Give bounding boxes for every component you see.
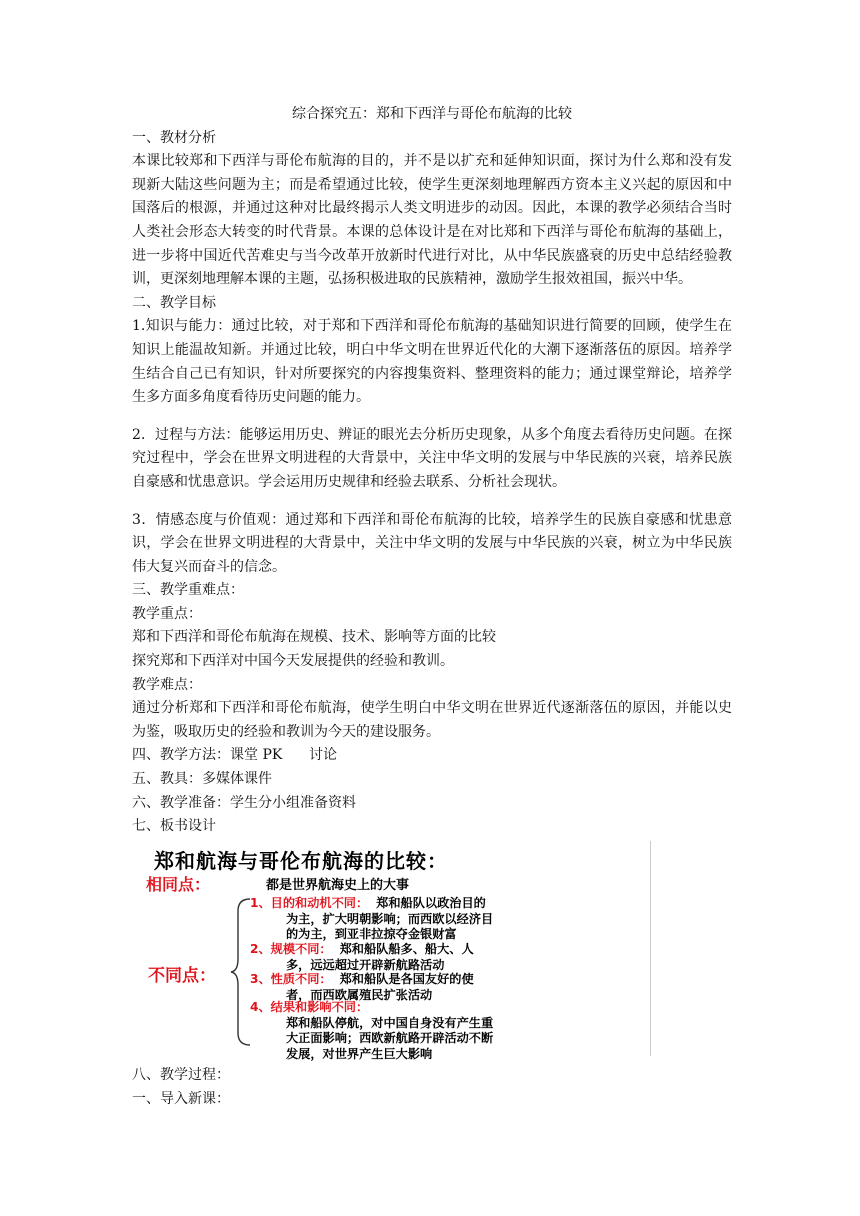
section-heading: 五、教具：多媒体课件 <box>132 771 272 788</box>
item-line: 郑和船队以政治目的 <box>376 896 486 910</box>
item-number: 2、 <box>250 942 271 956</box>
section-heading: 三、教学重难点： <box>132 582 244 599</box>
item-heading: 规模不同： <box>270 942 332 956</box>
section-heading: 一、教材分析 <box>132 129 216 146</box>
document-body <box>132 103 732 839</box>
board-diff-label: 不同点： <box>148 966 216 986</box>
item-line: 为主，扩大明朝影响；而西欧以经济目 <box>286 911 494 926</box>
item-heading: 目的和动机不同： <box>270 896 369 910</box>
paragraph: 3．情感态度与价值观：通过郑和下西洋和哥伦布航海的比较，培养学生的民族自豪感和忧患意识，学会在世界文明进程的大背景中，关注中华文明的发展与中华民族的兴衰，树立为中华民族伟大复兴而奋斗的信念。 <box>132 511 732 575</box>
item-line: 多，远远超过开辟新航路活动 <box>286 957 445 972</box>
section-heading: 二、教学目标 <box>132 294 216 311</box>
item-line: 者，而西欧属殖民扩张活动 <box>286 987 433 1002</box>
document-title: 综合探究五：郑和下西洋与哥伦布航海的比较 <box>292 106 572 122</box>
section-heading: 四、教学方法：课堂 PK 讨论 <box>132 747 338 764</box>
board-item-1 <box>250 896 493 943</box>
section-heading: 六、教学准备：学生分小组准备资料 <box>132 794 356 811</box>
board-title: 郑和航海与哥伦布航海的比较： <box>154 849 448 873</box>
brace-icon <box>230 897 252 1047</box>
paragraph: 1.知识与能力：通过比较，对于郑和下西洋和哥伦布航海的基础知识进行简要的回顾，使学生在知识上能温故知新。并通过比较，明白中华文明在世界近代化的大潮下逐渐落伍的原因。培养学生结合自己已有知识，针对所要探究的内容搜集资料、整理资料的能力；通过课堂辩论，培养学生多方面多角度看待历史问题的能力。 <box>132 318 732 406</box>
item-line: 大正面影响；西欧新航路开辟活动不断 <box>286 1031 494 1045</box>
item-line: 郑和船队船多、船大、人 <box>339 942 474 956</box>
board-same-text: 都是世界航海史上的大事 <box>266 878 410 893</box>
spacer <box>132 410 732 424</box>
item-line: 郑和船队是各国友好的使 <box>339 972 474 986</box>
paragraph: 本课比较郑和下西洋与哥伦布航海的目的，并不是以扩充和延伸知识面，探讨为什么郑和没有发现新大陆这些问题为主；而是希望通过比较，使学生更深刻地理解西方资本主义兴起的原因和中国落后的根源，并通过这种对比最终揭示人类文明进步的动因。因此，本课的教学必须结合当时人类社会形态大转变的时代背景。本课的总体设计是在对比郑和下西洋与哥伦布航海的基础上，进一步将中国近代苦难史与当今改革开放新时代进行对比，从中华民族盛衰的历史中总结经验教训，更深刻地理解本课的主题，弘扬积极进取的民族精神，激励学生报效祖国，振兴中华。 <box>132 153 732 288</box>
board-same-label: 相同点： <box>146 875 211 894</box>
item-line: 郑和船队停航，对中国自身没有产生重 <box>286 1015 494 1030</box>
sub-heading: 教学重点： <box>132 605 202 622</box>
document-body-continued <box>132 1064 732 1111</box>
item-line: 发展，对世界产生巨大影响 <box>286 1046 433 1061</box>
section-heading: 一、导入新课： <box>132 1090 230 1107</box>
item-number: 3、 <box>250 972 271 986</box>
item-number: 4、 <box>250 1000 271 1014</box>
board-item-2 <box>250 942 474 973</box>
board-item-4 <box>250 1000 493 1062</box>
paragraph: 通过分析郑和下西洋和哥伦布航海，使学生明白中华文明在世界近代逐渐落伍的原因，并能以史为鉴，吸取历史的经验和教训为今天的建设服务。 <box>132 700 732 740</box>
section-heading: 八、教学过程： <box>132 1067 230 1083</box>
blackboard-design-figure <box>146 841 651 1061</box>
key-point: 郑和下西洋和哥伦布航海在规模、技术、影响等方面的比较 <box>132 629 496 646</box>
spacer <box>132 495 732 509</box>
item-heading: 性质不同： <box>270 972 332 986</box>
section-heading: 七、板书设计 <box>132 818 216 835</box>
board-item-3 <box>250 972 474 1003</box>
item-heading: 结果和影响不同： <box>270 1000 369 1014</box>
sub-heading: 教学难点： <box>132 676 202 693</box>
item-line: 的为主，到亚非拉掠夺金银财富 <box>286 927 457 941</box>
paragraph: 2．过程与方法：能够运用历史、辨证的眼光去分析历史现象，从多个角度去看待历史问题。在探究过程中，学会在世界文明进程的大背景中，关注中华文明的发展与中华民族的兴衰，培养民族自豪感和忧患意识。学会运用历史规律和经验去联系、分析社会现状。 <box>132 426 732 490</box>
item-number: 1、 <box>250 896 271 910</box>
key-point: 探究郑和下西洋对中国今天发展提供的经验和教训。 <box>132 653 454 670</box>
